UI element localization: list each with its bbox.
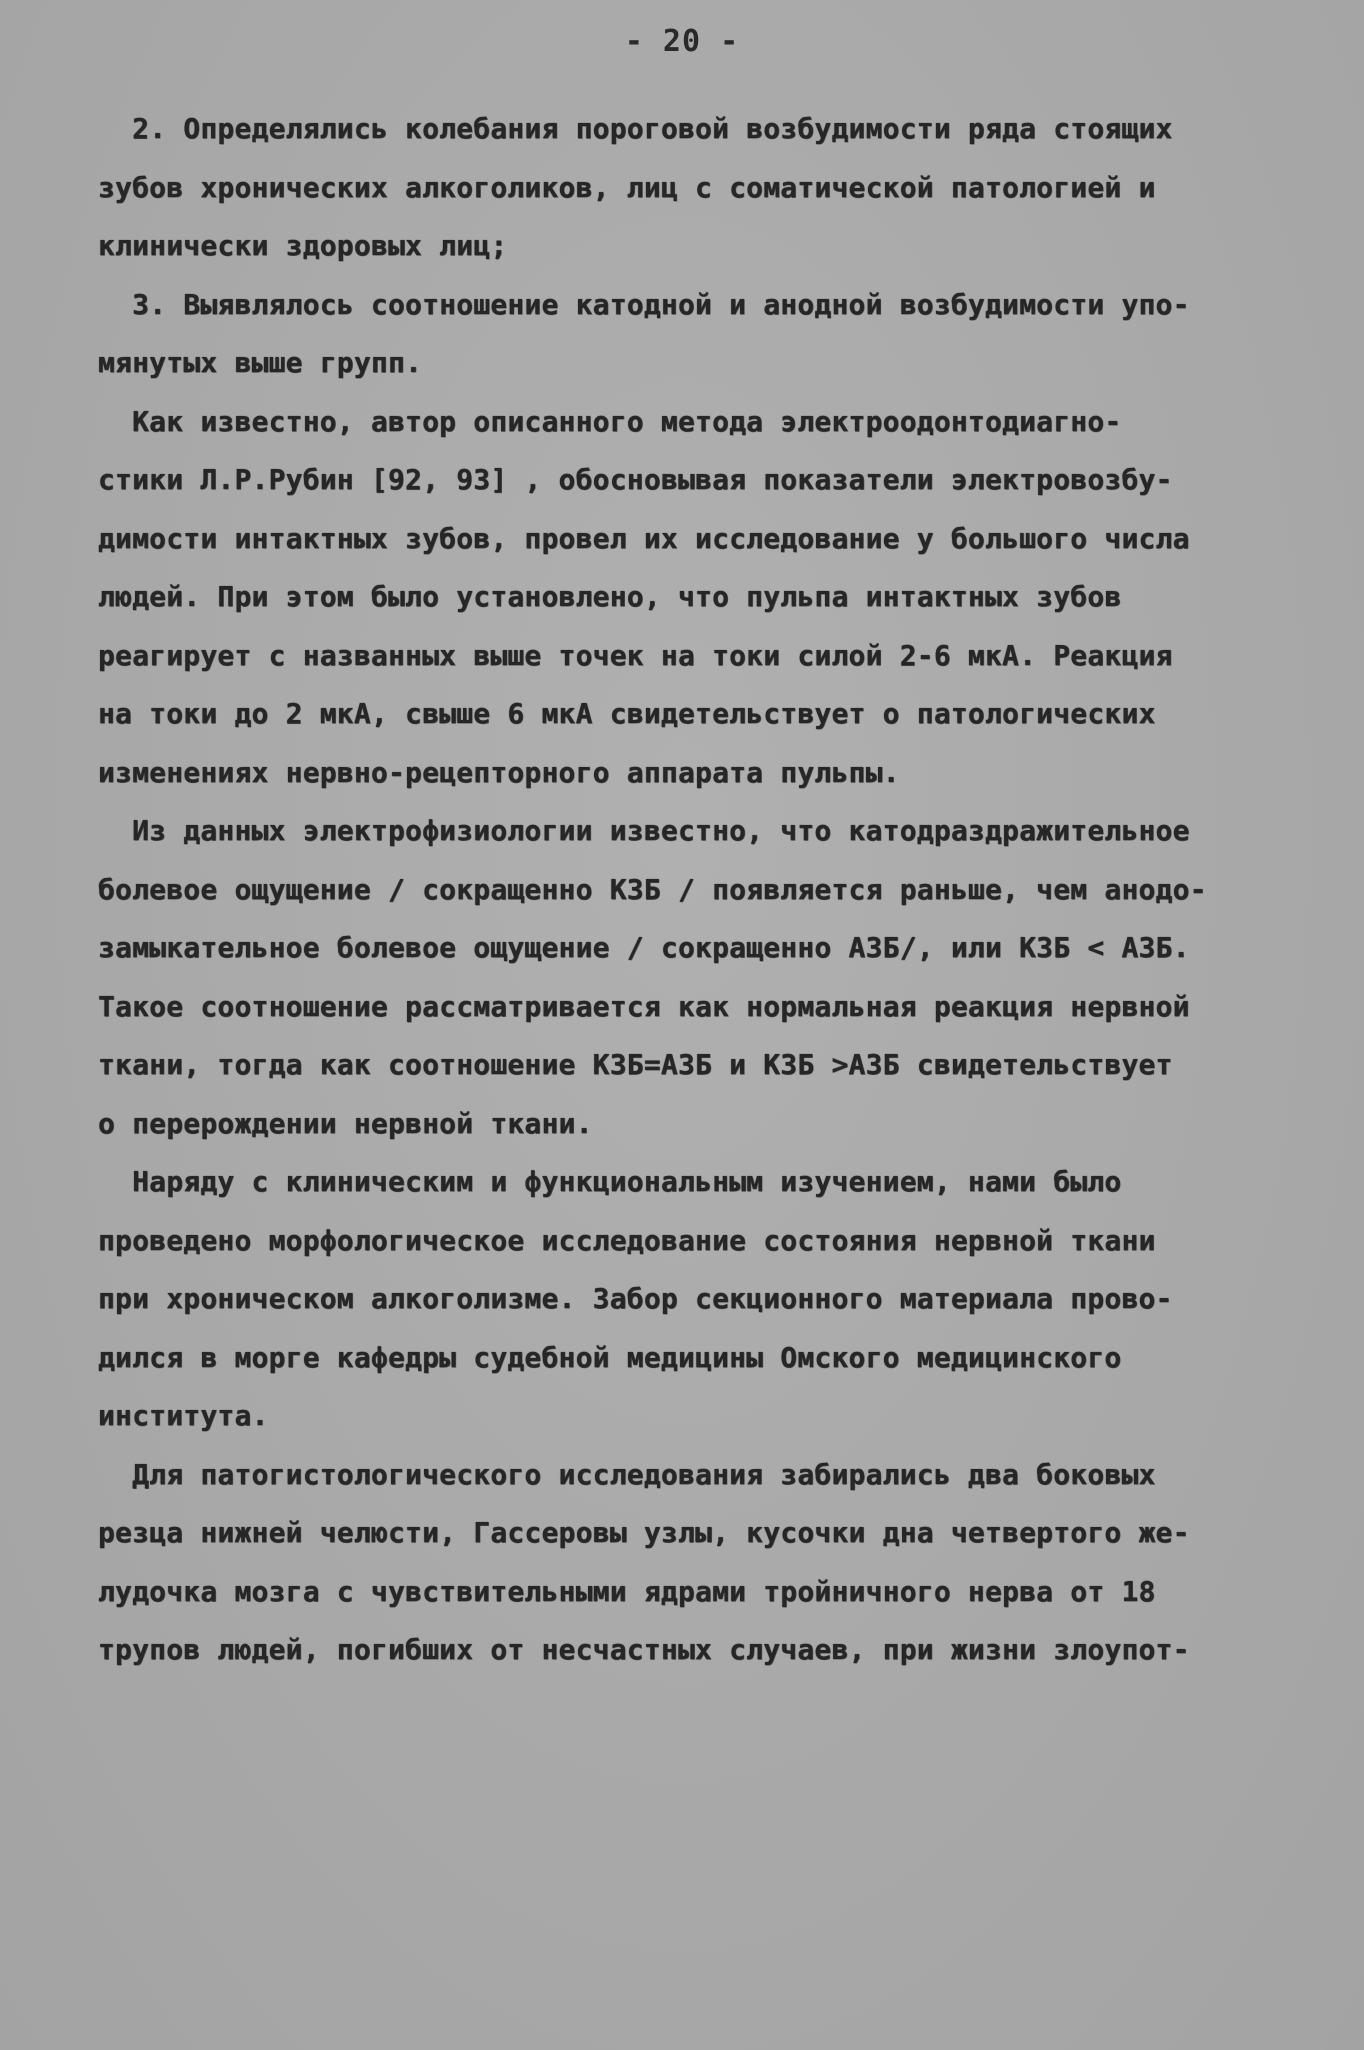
text-line: трупов людей, погибших от несчастных случаев, при жизни злоупот-: [98, 1633, 1190, 1666]
text-line: проведено морфологическое исследование состояния нервной ткани: [98, 1223, 1156, 1257]
document-body: [98, 100, 1270, 1680]
text-line: Для патогистологического исследования забирались два боковых: [98, 1457, 1156, 1491]
text-line: о перерождении нервной ткани.: [98, 1106, 593, 1140]
text-line: клинически здоровых лиц;: [98, 229, 508, 262]
text-line: дился в морге кафедры судебной медицины Омского медицинского: [98, 1340, 1122, 1374]
text-line: на токи до 2 мкА, свыше 6 мкА свидетельствует о патологических: [98, 697, 1156, 730]
text-line: при хроническом алкоголизме. Забор секционного материала прово-: [98, 1282, 1173, 1315]
text-line: изменениях нервно-рецепторного аппарата пульпы.: [98, 755, 900, 789]
text-line: 3. Выявлялось соотношение катодной и анодной возбудимости упо-: [98, 287, 1190, 321]
text-line: института.: [98, 1399, 269, 1432]
text-line: реагирует с названных выше точек на токи силой 2-6 мкА. Реакция: [98, 638, 1173, 672]
text-line: стики Л.Р.Рубин [92, 93] , обосновывая показатели электровозбу-: [98, 463, 1173, 496]
text-line: ткани, тогда как соотношение КЗБ=АЗБ и КЗБ >АЗБ свидетельствует: [98, 1048, 1173, 1081]
text-line: Такое соотношение рассматривается как нормальная реакция нервной: [98, 989, 1190, 1023]
text-line: Наряду с клиническим и функциональным изучением, нами было: [98, 1165, 1122, 1198]
text-line: людей. При этом было установлено, что пульпа интактных зубов: [98, 580, 1122, 613]
text-line: димости интактных зубов, провел их исследование у большого числа: [98, 521, 1190, 555]
text-line: мянутых выше групп.: [98, 346, 423, 379]
text-line: 2. Определялись колебания пороговой возбудимости ряда стоящих: [98, 112, 1173, 145]
text-line: лудочка мозга с чувствительными ядрами тройничного нерва от 18: [98, 1574, 1156, 1608]
text-line: резца нижней челюсти, Гассеровы узлы, кусочки дна четвертого же-: [98, 1516, 1190, 1549]
text-line: Как известно, автор описанного метода электроодонтодиагно-: [98, 404, 1122, 438]
text-line: болевое ощущение / сокращенно КЗБ / появляется раньше, чем анодо-: [98, 872, 1207, 906]
text-line: замыкательное болевое ощущение / сокращенно АЗБ/, или КЗБ < АЗБ.: [98, 931, 1190, 964]
text-line: Из данных электрофизиологии известно, что катодраздражительное: [98, 814, 1190, 847]
text-line: зубов хронических алкоголиков, лиц с соматической патологией и: [98, 170, 1156, 204]
page-number: - 20 -: [624, 24, 740, 59]
